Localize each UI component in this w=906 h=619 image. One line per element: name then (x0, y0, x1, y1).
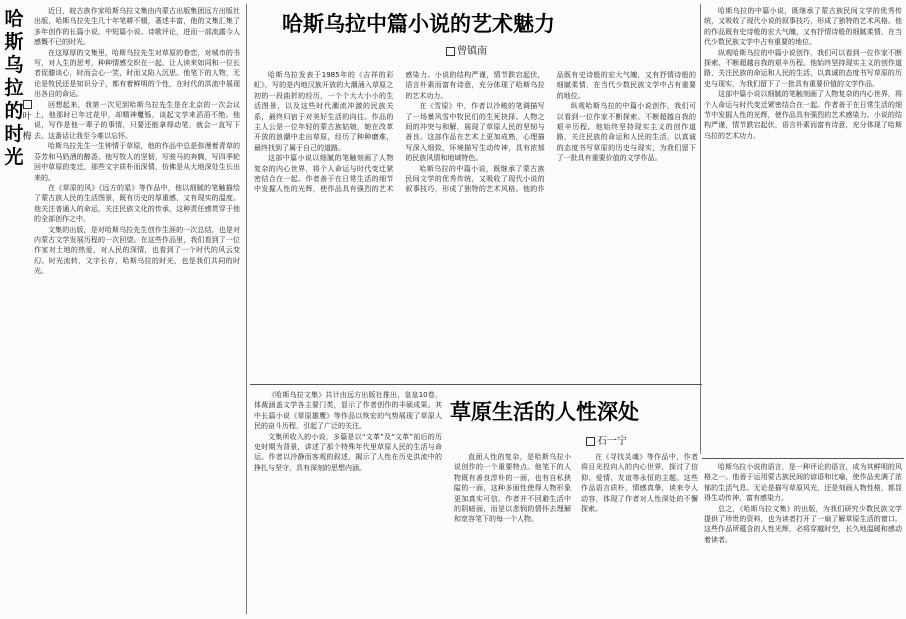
paragraph: 在《寻找灵魂》等作品中，作者将目光投向人的内心世界，探讨了信仰、爱情、友谊等永恒的主题。这些作品语言质朴，情感真挚，读来令人动容，体现了作者对人性深处的不懈探索。 (581, 453, 698, 514)
paragraph: 文集的出版，是对哈斯乌拉先生创作生涯的一次总结，也是对内蒙古文学发展历程的一次回望。在这些作品里，我们看到了一位作家对土地的热爱，对人民的深情，也看到了一个时代的风云变幻。时光流转，文字长存，哈斯乌拉的时光，也是我们共同的时光。 (34, 225, 240, 276)
top-article-author: 曾镇南 (457, 46, 487, 57)
paragraph: 哈斯乌拉小说的语言，是一种评论的语言，成为其鲜明的风格之一。他善于运用蒙古族民间的谚语和比喻，使作品充满了浓郁的生活气息。无论是描写草原风光，还是刻画人物性格，都显得生动传神，富有感染力。 (704, 463, 902, 503)
author-marker-box (586, 437, 595, 446)
top-article-body (254, 70, 696, 380)
top-article-body-continued (704, 6, 902, 456)
author-marker-box (446, 47, 455, 56)
left-article-title (2, 8, 26, 169)
title-char: 光 (4, 146, 24, 168)
paragraph: 在这厚厚的文集里，哈斯乌拉先生对草原的眷恋，对城市的书写，对人生的思考，种种情感交织在一起，让人读来如同和一位长者促膝谈心，时而会心一笑，时而又陷入沉思。他笔下的人物，无论是牧民还是知识分子，都有着鲜明的个性，在时代的洪流中展现出各自的命运。 (34, 48, 240, 99)
section-divider (250, 384, 702, 385)
paragraph: 在《雪原》中，作者以冷峻的笔调描写了一场暴风雪中牧民们的生死抉择。人物之间的冲突与和解，展现了草原人民的坚韧与善良。这部作品在艺术上更加成熟，心理描写深入细致，环境描写生动传神，具有浓郁的民族风情和地域特色。 (405, 102, 545, 163)
paragraph: 哈斯乌拉先生一生钟情于草原，他的作品中总是弥漫着青草的芬芳和马奶酒的醇香。他写牧人的坚韧，写骏马的奔腾，写四季轮回中草原的变迁，那些文字质朴而深情，仿佛是从大地深处生长出来的。 (34, 142, 240, 182)
paragraph: 在《草原的风》《远方的星》等作品中，他以细腻的笔触描绘了蒙古族人民的生活图景，既有历史的厚重感，又有现实的温度。他关注普通人的命运，关注民族文化的传承，这种责任感贯穿于他的全部创作之中。 (34, 183, 240, 224)
paragraph: 直面人性的复杂，是哈斯乌拉小说创作的一个重要特点。他笔下的人物既有善良淳朴的一面，也有自私狭隘的一面，这种多面性使得人物形象更加真实可信。作者并不回避生活中的阴暗面，而是以悲悯的情怀去理解和宽容笔下的每一个人物。 (454, 453, 571, 524)
paragraph: 纵观哈斯乌拉的中篇小说创作，我们可以看到一位作家不断探索、不断超越自我的艰辛历程。他始终坚持现实主义的创作道路，关注民族的命运和人民的生活，以真诚的态度书写草原的历史与现实，为我们留下了一批具有重要价值的文学作品。 (704, 48, 902, 88)
bottom-article-author: 石一宁 (597, 436, 627, 447)
paragraph: 哈斯乌拉发表于1985年的《吉祥的彩虹》，写的是内地汉族开放的大潮涌入草原之初的一段曲折的经历，一个个大大小小的生活图景，以及这些时代潮流冲激的民族关系，最终归宿于对美好生活的向往。作品的主人公是一位年轻的蒙古族姑娘，她在改革开放的浪潮中走出草原，经历了种种磨难，最终找到了属于自己的道路。 (254, 71, 394, 152)
column-divider (700, 4, 701, 454)
paragraph: 纵观哈斯乌拉的中篇小说创作，我们可以看到一位作家不断探索、不断超越自我的艰辛历程。他始终坚持现实主义的创作道路，关注民族的命运和人民的生活，以真诚的态度书写草原的历史与现实，为我们留下了一批具有重要价值的文学作品。 (556, 102, 696, 163)
top-article-byline (446, 42, 487, 57)
paragraph: 这部中篇小说以细腻的笔触刻画了人物复杂的内心世界，将个人命运与时代变迁紧密结合在一起。作者善于在日常生活的细节中发掘人性的光辉，使作品具有强烈的艺术感染力。小说的结构严谨，情节跌宕起伏，语言朴素而富有诗意，充分体现了哈斯乌拉的艺术功力。 (704, 90, 902, 140)
paragraph: 哈斯乌拉的中篇小说，既继承了蒙古族民间文学的优秀传统，又吸收了现代小说的叙事技巧，形成了独特的艺术风格。他的作品既有史诗般的宏大气魄，又有抒情诗般的细腻柔情，在当代少数民族文学中占有重要的地位。 (405, 71, 696, 194)
title-char: 拉 (4, 77, 24, 99)
column-divider (246, 4, 247, 614)
paragraph: 哈斯乌拉的中篇小说，既继承了蒙古族民间文学的优秀传统，又吸收了现代小说的叙事技巧，形成了独特的艺术风格。他的作品既有史诗般的宏大气魄，又有抒情诗般的细腻柔情，在当代少数民族文学中占有重要的地位。 (704, 7, 902, 47)
top-article-headline: 哈斯乌拉中篇小说的艺术魅力 (282, 12, 555, 36)
bottom-article-body-intro (254, 390, 442, 614)
title-char: 时 (4, 123, 24, 145)
bottom-article-byline (586, 432, 627, 447)
bottom-article-body-continued (704, 462, 902, 614)
paragraph: 近日，皖古族作家哈斯乌拉文集由内蒙古出版集团远方出版社出版，哈斯乌拉先生几十年笔耕不辍，著述丰富，他的文集汇集了多年创作的长篇小说、中短篇小说、诗歌评论，进而一部流露今人感慨不已的时光。 (34, 7, 240, 47)
author-char: 叶 (22, 112, 32, 122)
author-char: 梅 (22, 132, 32, 142)
bottom-article-headline: 草原生活的人性深处 (450, 400, 639, 424)
left-article-author (22, 100, 32, 143)
bottom-article-body (454, 452, 698, 614)
paragraph: 回想起来，我第一次见到哈斯乌拉先生是在北京的一次会议上，他那时已年过花甲，却精神矍铄，谈起文学来滔滔不绝。他说，写作是他一辈子的事情，只要还能拿得动笔，就会一直写下去。这番话让我至今难以忘怀。 (34, 100, 240, 140)
section-divider (702, 458, 904, 459)
title-char: 哈 (4, 8, 24, 30)
title-char: 的 (4, 100, 24, 122)
paragraph: 文集所收入的小说，多篇是以“文革”及“文革”前后的历史时期为背景，讲述了那个特殊年代里草原人民的生活与命运。作者以冷静而客观的叙述，揭示了人性在历史洪流中的挣扎与坚守，具有深刻的思想内涵。 (254, 432, 442, 472)
paragraph: 这部中篇小说以细腻的笔触刻画了人物复杂的内心世界，将个人命运与时代变迁紧密结合在一起。作者善于在日常生活的细节中发掘人性的光辉，使作品具有强烈的艺术感染力。小说的结构严谨，情节跌宕起伏，语言朴素而富有诗意，充分体现了哈斯乌拉的艺术功力。 (254, 71, 545, 194)
title-char: 斯 (4, 31, 24, 53)
paragraph: 《哈斯乌拉文集》共计由远方出版社推出，皇皇10卷，体裁涵盖文学各主要门类，显示了作者创作的丰硕成果。其中长篇小说《草原雄鹰》等作品以恢宏的气势展现了草原人民的奋斗历程，引起了广泛的关注。 (254, 391, 442, 431)
title-char: 乌 (4, 54, 24, 76)
left-article-body (34, 6, 240, 612)
paragraph: 总之，《哈斯乌拉文集》的出版，为我们研究少数民族文学提供了珍贵的资料，也为读者打开了一扇了解草原生活的窗口。这些作品所蕴含的人性光辉，必将穿越时空，长久地温暖和感动着读者。 (704, 504, 902, 544)
author-marker-box (23, 100, 32, 109)
